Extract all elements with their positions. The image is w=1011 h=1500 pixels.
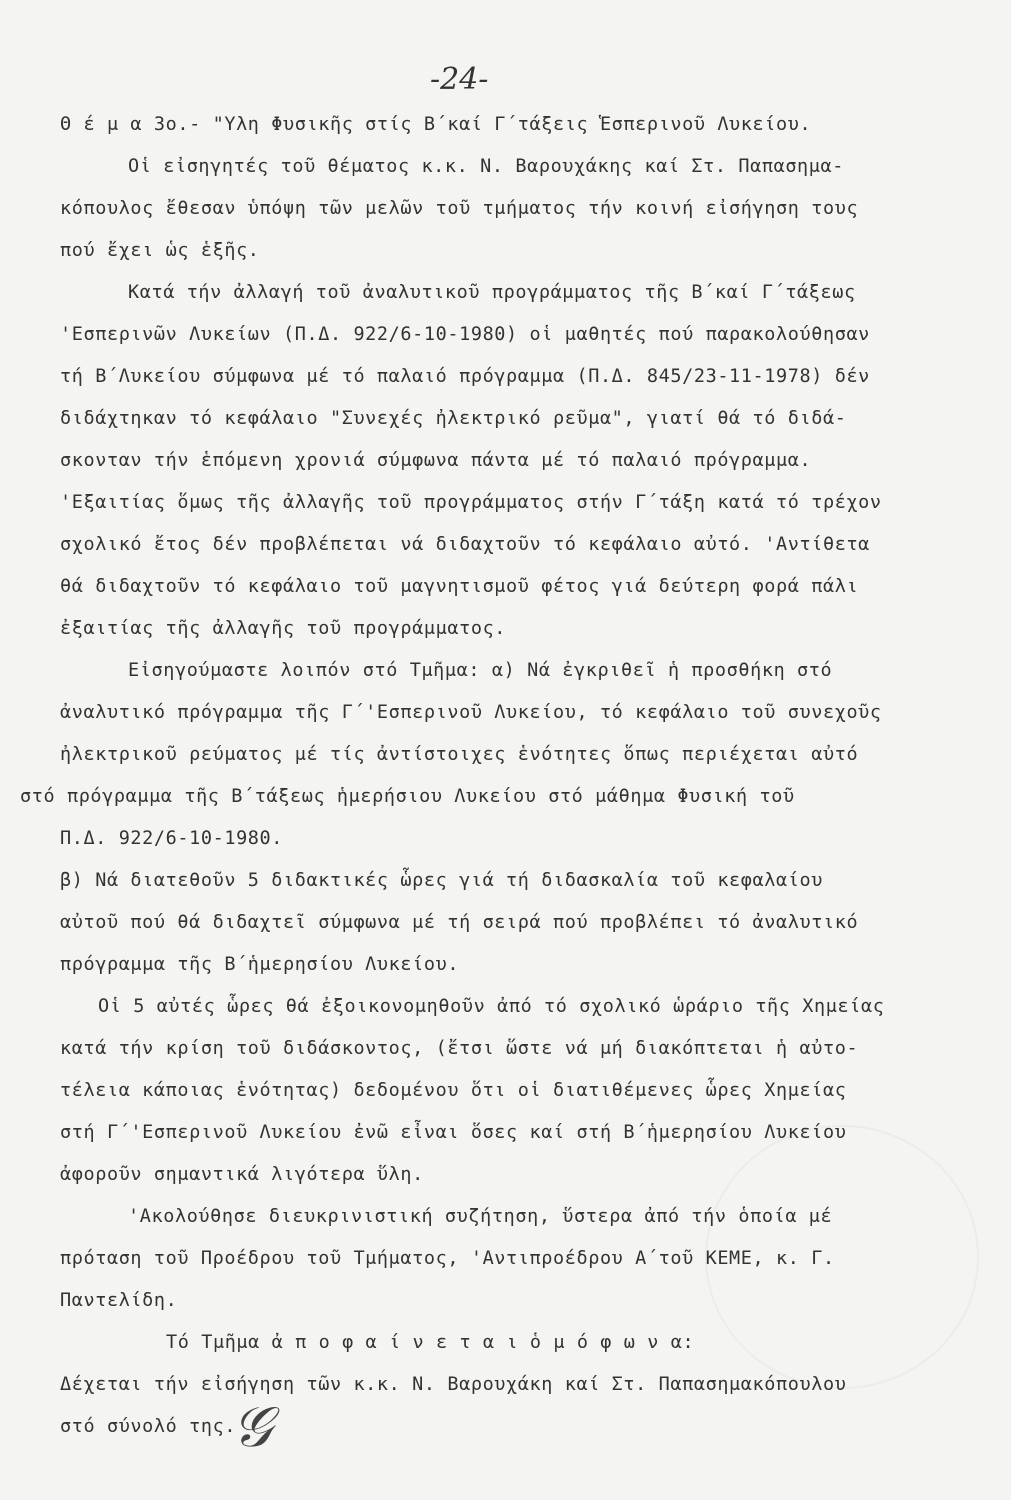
document-line: 'Εσπερινῶν Λυκείων (Π.Δ. 922/6-10-1980) οἱ μαθητές πού παρακολούθησαν [60,324,870,345]
document-line: κόπουλος ἔθεσαν ὑπόψη τῶν μελῶν τοῦ τμήματος τήν κοινή εἰσήγηση τους [60,198,859,219]
document-line: σχολικό ἔτος δέν προβλέπεται νά διδαχτοῦν τό κεφάλαιο αὐτό. 'Αντίθετα [60,534,870,555]
page-number: -24- [430,62,489,97]
document-line: στή Γ΄'Εσπερινοῦ Λυκείου ἐνῶ εἶναι ὅσες καί στή Β΄ἡμερησίου Λυκείου [60,1122,847,1143]
document-line: 'Ακολούθησε διευκρινιστική συζήτηση, ὕστερα ἀπό τήν ὁποία μέ [128,1206,833,1227]
document-line: ἠλεκτρικοῦ ρεύματος μέ τίς ἀντίστοιχες ἑνότητες ὅπως περιέχεται αὐτό [60,744,859,765]
document-line: στό σύνολό της. [60,1416,237,1437]
document-line: ἀφοροῦν σημαντικά λιγότερα ὕλη. [60,1164,424,1185]
document-line: Οἱ 5 αὐτές ὧρες θά ἐξοικονομηθοῦν ἀπό τό σχολικό ὡράριο τῆς Χημείας [98,996,885,1017]
document-line: θά διδαχτοῦν τό κεφάλαιο τοῦ μαγνητισμοῦ φέτος γιά δεύτερη φορά πάλι [60,576,859,597]
document-line: Οἱ εἰσηγητές τοῦ θέματος κ.κ. Ν. Βαρουχάκης καί Στ. Παπασημα- [128,156,845,177]
document-line: τή Β΄Λυκείου σύμφωνα μέ τό παλαιό πρόγραμμα (Π.Δ. 845/23-11-1978) δέν [60,366,870,387]
document-line: αὐτοῦ πού θά διδαχτεῖ σύμφωνα μέ τή σειρά πού προβλέπει τό ἀναλυτικό [60,912,859,933]
document-line: τέλεια κάποιας ἑνότητας) δεδομένου ὅτι οἱ διατιθέμενες ὧρες Χημείας [60,1080,847,1101]
document-line: Παντελίδη. [60,1290,178,1311]
document-line: πού ἔχει ὡς ἑξῆς. [60,240,260,261]
document-line: Π.Δ. 922/6-10-1980. [60,828,284,849]
document-line: Δέχεται τήν εἰσήγηση τῶν κ.κ. Ν. Βαρουχάκη καί Στ. Παπασημακόπουλου [60,1374,847,1395]
document-line: κατά τήν κρίση τοῦ διδάσκοντος, (ἔτσι ὥστε νά μή διακόπτεται ἡ αὐτο- [60,1038,859,1059]
document-line: πρόταση τοῦ Προέδρου τοῦ Τμήματος, 'Αντιπροέδρου Α΄τοῦ ΚΕΜΕ, κ. Γ. [60,1248,835,1269]
handwritten-signature: 𝒢 [232,1395,272,1460]
document-line: Κατά τήν ἀλλαγή τοῦ ἀναλυτικοῦ προγράμματος τῆς Β΄καί Γ΄τάξεως [128,282,856,303]
document-line: Τό Τμῆμα ἀ π ο φ α ί ν ε τ α ι ὁ μ ό φ ω ν α: [166,1332,695,1353]
document-line: διδάχτηκαν τό κεφάλαιο "Συνεχές ἠλεκτρικό ρεῦμα", γιατί θά τό διδά- [60,408,847,429]
document-line: πρόγραμμα τῆς Β΄ἡμερησίου Λυκείου. [60,954,460,975]
document-line: σκονταν τήν ἑπόμενη χρονιά σύμφωνα πάντα μέ τό παλαιό πρόγραμμα. [60,450,812,471]
document-line: στό πρόγραμμα τῆς Β΄τάξεως ἡμερήσιου Λυκείου στό μάθημα Φυσική τοῦ [20,786,795,807]
document-line: β) Νά διατεθοῦν 5 διδακτικές ὧρες γιά τή διδασκαλία τοῦ κεφαλαίου [60,870,823,891]
document-line: Εἰσηγούμαστε λοιπόν στό Τμῆμα: α) Νά ἐγκριθεῖ ἡ προσθήκη στό [128,660,833,681]
document-line: ἐξαιτίας τῆς ἀλλαγῆς τοῦ προγράμματος. [60,618,507,639]
document-line: Θ έ μ α 3ο.- "Υλη Φυσικῆς στίς Β΄καί Γ΄τάξεις Ἑσπερινοῦ Λυκείου. [60,114,812,135]
document-line: 'Εξαιτίας ὅμως τῆς ἀλλαγῆς τοῦ προγράμματος στήν Γ΄τάξη κατά τό τρέχον [60,492,882,513]
document-line: ἀναλυτικό πρόγραμμα τῆς Γ΄'Εσπερινοῦ Λυκείου, τό κεφάλαιο τοῦ συνεχοῦς [60,702,882,723]
